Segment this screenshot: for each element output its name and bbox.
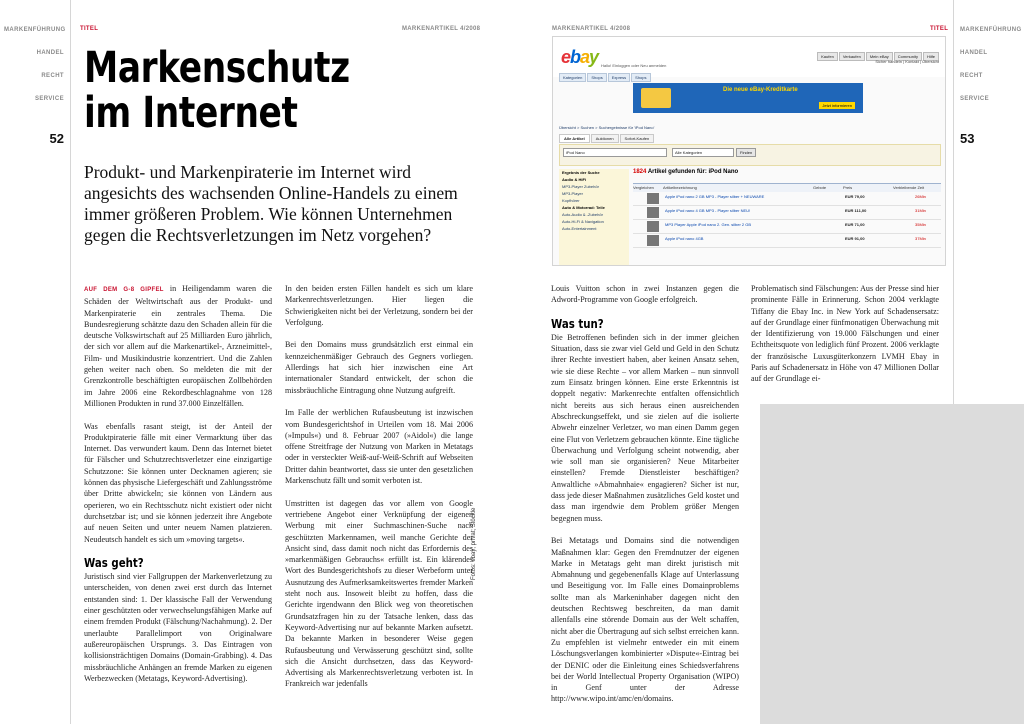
title-line-1: Markenschutz — [84, 43, 350, 93]
sidebar-item[interactable]: Auto-Hi-Fi & Navigation — [562, 219, 604, 224]
text-column-1 — [84, 283, 272, 695]
column-header[interactable]: Preis — [843, 185, 853, 190]
ebay-category-sidebar — [559, 169, 629, 265]
subheading-was-tun: Was tun? — [551, 316, 604, 331]
sidebar-item[interactable]: Auto-Audio & -Zubehör — [562, 212, 603, 217]
col2-paragraph-1: In den beiden ersten Fällen handelt es sich um klare Markenrechtsverletzungen. Hier liegen die Schwierigkeiten nicht bei der Verletzung, sondern bei der Verfolgung. — [285, 284, 473, 327]
ebay-results — [633, 169, 941, 248]
issue-label-right: MARKENARTIKEL 4/2008 — [552, 26, 631, 32]
item-time-left: 26Min — [915, 194, 926, 199]
item-thumbnail[interactable] — [647, 221, 659, 232]
right-page-number: 53 — [960, 131, 975, 146]
rail-item-markenfuehrung[interactable]: MARKENFÜHRUNG — [4, 27, 66, 33]
nav-hilfe[interactable]: Hilfe — [923, 52, 939, 61]
subheading-was-geht: Was geht? — [84, 556, 144, 571]
credit-card-icon — [641, 88, 671, 108]
banner-title: Die neue eBay-Kreditkarte — [723, 87, 798, 93]
sidebar-item[interactable]: Audio & HiFi — [562, 177, 586, 182]
item-title-link[interactable]: MP3 Player Apple iPod nano 2. Gen. silber 2 GB — [665, 222, 752, 227]
col4-paragraph-1: Problematisch sind Fälschungen: Aus der Presse sind hier prominente Fälle in Erinnerung. Schon 2004 verklagte Tiffany die Ebay Inc. in New York auf Schadensersatz: auf der Grundlage einer fünfmonatigen Überwachung mit der Identifizierung von 19.000 Fälschungen und einer Echtheitsquote von lediglich fünf Prozent. 2006 verklagte der französische Luxusgüterkonzern LVMH Ebay in Paris auf Schadenersatz in Höhe von 47 Millionen Dollar auf der Grundlage ei- — [751, 284, 939, 384]
rail-item-recht[interactable]: RECHT — [960, 73, 983, 79]
section-label-right: TITEL — [930, 26, 949, 32]
item-price: EUR 91,00 — [845, 236, 865, 241]
text-column-3 — [551, 283, 739, 716]
item-title-link[interactable]: Apple iPod nano 2 GB MP3 - Player silber + NEUWARE — [665, 194, 765, 199]
col2-paragraph-3: Im Falle der werblichen Rufausbeutung ist inzwischen vom Bundesgerichtshof in Urteilen vom 18. Mai 2006 (»Impuls«) und 8. Februar 2007 (»Aidol«) die lange offene Streitfrage der Nutzung von Marken in Metatags oder in versteckter Weiß-auf-Weiß-Schrift auf Webseiten Dritter dahin beantwortet, dass sie unter den gesetzlichen Markenschutz fällt und somit verboten ist. — [285, 408, 473, 486]
col1-paragraph-2: Was ebenfalls rasant steigt, ist der Anteil der Produktpiraterie fälle mit einer Vermarktung über das Internet. Das verwundert kaum. Denn das Internet bietet für Fälscher und Schutzrechtsverletzer eine einzigartige Schutzzone: Sie können unter Decknamen agieren; sie können das physische Liefergeschäft und Zahlungsströme über Dritte abwickeln; sie können von Ländern aus operieren, wo ein Rechtsschutz nicht existiert oder nicht durchsetzbar ist; und sie können jederzeit ihre Angebote auf neuen Seiten und unter neuem Namen platzieren. Neudeutsch handelt es sich um »moving targets«. — [84, 421, 272, 544]
results-column-headers — [633, 183, 941, 192]
results-header-text: Artikel gefunden für: iPod Nano — [647, 169, 739, 175]
tab-sofort-kaufen[interactable]: Sofort-Kaufen — [620, 134, 655, 143]
column-header[interactable]: Verbleibende Zeit — [893, 185, 925, 190]
item-price: EUR 71,00 — [845, 222, 865, 227]
table-row[interactable] — [633, 192, 941, 206]
sidebar-item[interactable]: MP3-Player Zubehör — [562, 184, 599, 189]
col3-paragraph-3: Bei Metatags und Domains sind die notwendigen Maßnahmen klar: Gegen den Fremdnutzer der eigenen Marke in Metatags geht man direkt juristisch mit Abmahnung und gegebenenfalls Klage auf Unterlassung und Beseitigung vor. Im Falle eines Domainproblems sollte man als Markeninhaber dagegen nicht den deutschen Rechtsweg beschreiten, da man damit allenfalls eine störende Domain aus der Welt schaffen, nicht aber die Übertragung auf sich selbst erreichen kann. Zu empfehlen ist vielmehr entweder ein mit einem Löschungsverlangen kombinierter »Dispute«-Eintrag bei der DENIC oder die Einleitung eines Schiedsverfahrens bei der World Intellectual Property Organisation (WIPO) in Genf unter der Adresse http://www.wipo.int/amc/en/domains. — [551, 536, 739, 704]
kicker: AUF DEM G-8 GIPFEL — [84, 287, 164, 293]
table-row[interactable] — [633, 206, 941, 220]
item-thumbnail[interactable] — [647, 193, 659, 204]
issue-label: MARKENARTIKEL 4/2008 — [402, 26, 481, 32]
ebay-screenshot-figure — [552, 36, 946, 266]
section-label: TITEL — [80, 26, 99, 32]
ebay-user-menu[interactable]: Sicher handeln | Kontakt | Übersicht — [875, 59, 939, 64]
ebay-logo: ebay — [561, 47, 599, 67]
tab-auktionen[interactable]: Auktionen — [591, 134, 619, 143]
item-time-left: 37Min — [915, 236, 926, 241]
col2-paragraph-4: Umstritten ist dagegen das vor allem von Google vertriebene Angebot einer Verknüpfung der eigenen Werbung mit einer Suchmaschinen-Suche nach geschützten Markennamen, weil manche Gerichte der Ansicht sind, dass damit noch nicht das Erfordernis des »markenmäßigen Gebrauchs« erfüllt ist. Ein klärendes Wort des Bundesgerichtshofs zu dieser Werbeform unter Ausnutzung des Aufmerksamkeitswertes fremder Marken steht noch aus. Insoweit bleibt zu hoffen, dass die Gerichte irgendwann den Blick weg von theoretischen Grundsatzfragen hin zu der Tatsache lenken, dass das Keyword-Advertising nur auf bekannte Marken aufsetzt. Da bekannte Marken in besonderer Weise gegen Rufausbeutung und Verwässerung geschützt sind, sollte sich die Ansicht durchsetzen, dass das Keyword-Advertising als Markenrechtsverletzung verboten ist. In Frankreich war jedenfalls — [285, 498, 473, 689]
sidebar-heading: Ergebnis der Suche — [562, 170, 600, 175]
ebay-tagline: Hallo! Einloggen oder Neu anmelden — [601, 63, 667, 68]
table-row[interactable] — [633, 220, 941, 234]
col1-p1-text: in Heiligendamm waren die Schäden der Weltwirtschaft aus der Produkt- und Markenpiraterie ein zentrales Thema. Die Bundesregierung schätzte dazu den Schaden allein für die deutsche Volkswirtschaft auf 25 Milliarden Euro jährlich, der sich vor allem auf die Markenartikel-, Arzneimittel-, Film- und Musikindustrie konzentriert. Und die Zahlen gehen weiter nach oben. So meldeten die mit der Grenzkontrolle beschäftigten europäischen Zollbehörden im Jahre 2006 eine Rekordbeschlagnahme von 128 Millionen Produkten in rund 37.000 Einzelfällen. — [84, 284, 272, 408]
text-column-4 — [751, 283, 939, 396]
ebay-menu-bar — [559, 73, 652, 82]
results-header — [633, 169, 941, 175]
rail-item-service[interactable]: SERVICE — [960, 96, 990, 102]
rail-item-service[interactable]: SERVICE — [34, 96, 64, 102]
col2-paragraph-2: Bei den Domains muss grundsätzlich erst einmal ein kennzeichenmäßiger Gebrauch des Gegners vorliegen. Allerdings hat sich hier inzwischen eine Art internationaler Standard entwickelt, der schon die missbräuchliche Eintragung ohne Nutzung aufgreift. — [285, 340, 473, 395]
left-side-rail — [0, 0, 71, 724]
item-price: EUR 79,00 — [845, 194, 865, 199]
nav-kaufen[interactable]: Kaufen — [817, 52, 838, 61]
results-count: 1824 — [633, 169, 647, 175]
item-thumbnail[interactable] — [647, 207, 659, 218]
sidebar-item[interactable]: Auto & Motorrad: Teile — [562, 205, 605, 210]
rail-item-handel[interactable]: HANDEL — [960, 50, 988, 56]
column-header[interactable]: Artikelbezeichnung — [663, 185, 697, 190]
left-page-number: 52 — [49, 131, 64, 146]
column-header[interactable]: Vergleichen — [633, 185, 654, 190]
menu-express[interactable]: Express — [608, 73, 630, 82]
banner-cta-button[interactable]: Jetzt informieren — [819, 102, 855, 109]
ebay-search-bar — [559, 144, 941, 166]
item-title-link[interactable]: Apple iPod nano 4GB — [665, 236, 704, 241]
sidebar-item[interactable]: Kopfhörer — [562, 198, 580, 203]
ebay-creditcard-banner[interactable] — [633, 83, 863, 113]
photo-credit: Fotos: ebay; privat; Stöckle — [471, 507, 477, 580]
item-time-left: 31Min — [915, 208, 926, 213]
nav-mein-ebay[interactable]: Mein eBay — [866, 52, 893, 61]
rail-item-recht[interactable]: RECHT — [41, 73, 64, 79]
ebay-header — [553, 37, 945, 77]
column-header[interactable]: Gebote — [813, 185, 827, 190]
item-title-link[interactable]: Apple iPod nano 4 GB MP3 - Player silber NEU! — [665, 208, 751, 213]
image-placeholder-box — [760, 404, 1024, 724]
text-column-2 — [285, 283, 473, 701]
title-line-2: im Internet — [84, 88, 298, 138]
tab-alle-artikel[interactable]: Alle Artikel — [559, 134, 590, 143]
col3-paragraph-1: Louis Vuitton schon in zwei Instanzen gegen die Adword-Programme von Google erfolgreich. — [551, 284, 739, 305]
article-title — [84, 43, 420, 138]
sidebar-item[interactable]: MP3-Player — [562, 191, 583, 196]
item-time-left: 35Min — [915, 222, 926, 227]
search-button[interactable]: Finden — [736, 148, 756, 157]
rail-item-handel[interactable]: HANDEL — [36, 50, 64, 56]
ebay-result-tabs — [559, 134, 655, 143]
menu-shops[interactable]: Shops — [587, 73, 606, 82]
col3-paragraph-2: Die Betroffenen befinden sich in der immer gleichen Situation, dass sie zwar viel Geld und Geld in den Schutz ihrer Rechte investiert haben, aber keinen Ansatz sehen, wie sie diese Rechte – vor allem Marken – nun sinnvoll zum Einsatz bringen können. Eine erste Erkenntnis ist doppelt negativ: Markenrechte entfalten offensichtlich nicht bereits aus sich heraus einen ausreichenden Abschreckungseffekt, und sie zielen auf die isolierte Abwehr einzelner Verletzer, wo man einen Damm gegen eine Flut von Verletzern gebrauchen könnte. Eine tägliche Überwachung und Verfolgung scheint notwendig, aber wie soll man sie organisieren? Neue Mitarbeiter einstellen? Fremde Dienstleister beschäftigen? Anwaltliche »Abmahnhaie« engagieren? Sicher ist nur, dass jede dieser Maßnahmen zusätzliches Geld kostet und dass man irgendwie dem Problem größer Mengen begegnen muss. — [551, 332, 739, 523]
article-lead: Produkt- und Markenpiraterie im Internet wird angesichts des wachsenden Online-Handels zu einem immer größeren Problem. Wie können Unternehmen gegen die Rechtsverletzungen im Netz vorgehen? — [84, 162, 458, 245]
item-price: EUR 111,00 — [845, 208, 867, 213]
sidebar-item[interactable]: Auto-Entertainment — [562, 226, 597, 231]
nav-verkaufen[interactable]: Verkaufen — [839, 52, 865, 61]
rail-item-markenfuehrung[interactable]: MARKENFÜHRUNG — [960, 27, 1022, 33]
col1-paragraph-3: Juristisch sind vier Fallgruppen der Markenverletzung zu unterscheiden, von denen zwei erst durch das Internet entstanden sind: 1. Der klassische Fall der Verwendung einer geschützten oder verwechselungsfähigen Marke auf einem fremden Produkt (Fälschung/Nachahmung). 2. Der unerlaubte Parallelimport von Originalware außereuropäischen Ursprungs. 3. Das Eintragen von kollisionsträchtigen Domains (Domain-Grabbing). 4. Das missbräuchliche Anhängen an fremde Marken zu eigenen Werbezwecken (Metatags, Keyword-Advertising). — [84, 572, 272, 683]
menu-shops-2[interactable]: Shops — [631, 73, 650, 82]
search-input[interactable]: iPod Nano — [563, 148, 667, 157]
ebay-breadcrumb[interactable]: Übersicht > Suchen > Suchergebnisse für 'iPod Nano' — [559, 125, 655, 130]
nav-community[interactable]: Community — [894, 52, 922, 61]
item-thumbnail[interactable] — [647, 235, 659, 246]
table-row[interactable] — [633, 234, 941, 248]
col1-paragraph-1 — [84, 283, 272, 409]
menu-kategorien[interactable]: Kategorien — [559, 73, 586, 82]
category-select[interactable]: Alle Kategorien — [672, 148, 734, 157]
